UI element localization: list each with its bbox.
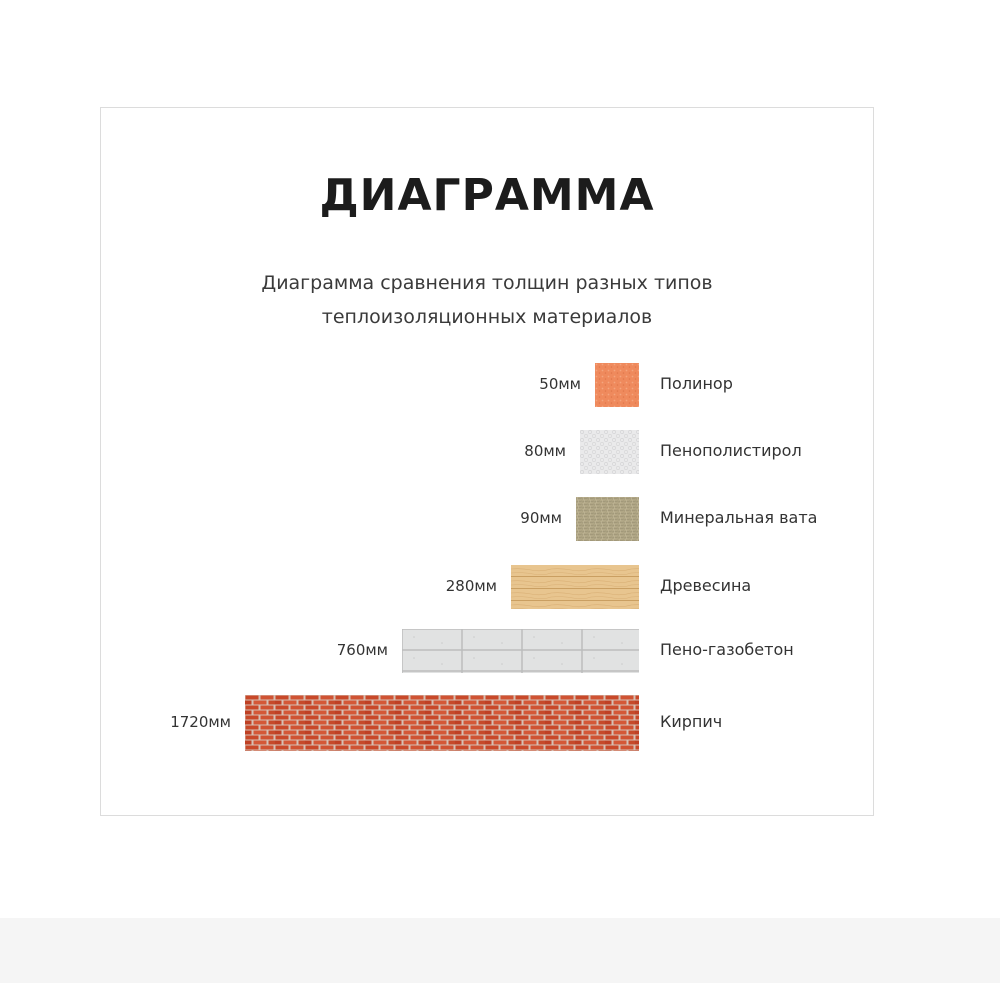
value-label: 760мм (336, 641, 388, 659)
bar-brick (245, 695, 639, 751)
category-label: Кирпич (660, 712, 723, 731)
page-title: ДИАГРАММА (319, 170, 655, 221)
category-label: Древесина (660, 576, 752, 595)
chart-row (101, 430, 875, 474)
category-label: Полинор (660, 374, 733, 393)
value-label: 1720мм (170, 713, 231, 731)
category-label: Минеральная вата (660, 508, 818, 527)
bar-foam (595, 363, 639, 407)
page-footer-band (0, 918, 1000, 983)
bar-wood (511, 565, 639, 609)
chart-row (101, 629, 875, 673)
chart-row (101, 497, 875, 541)
value-label: 50мм (539, 375, 581, 393)
category-label: Пенополистирол (660, 441, 802, 460)
value-label: 280мм (445, 577, 497, 595)
chart-row (101, 363, 875, 407)
thickness-comparison-chart (101, 108, 875, 817)
chart-subtitle: Диаграмма сравнения толщин разных типов теплоизоляционных материалов (261, 272, 713, 328)
chart-card (100, 107, 874, 816)
bar-wool (576, 497, 639, 541)
value-label: 80мм (524, 442, 566, 460)
category-label: Пено-газобетон (660, 640, 794, 659)
chart-row (101, 695, 875, 751)
value-label: 90мм (520, 509, 562, 527)
bar-block (402, 629, 639, 673)
chart-row (101, 565, 875, 609)
bar-polystyrene (580, 430, 639, 474)
